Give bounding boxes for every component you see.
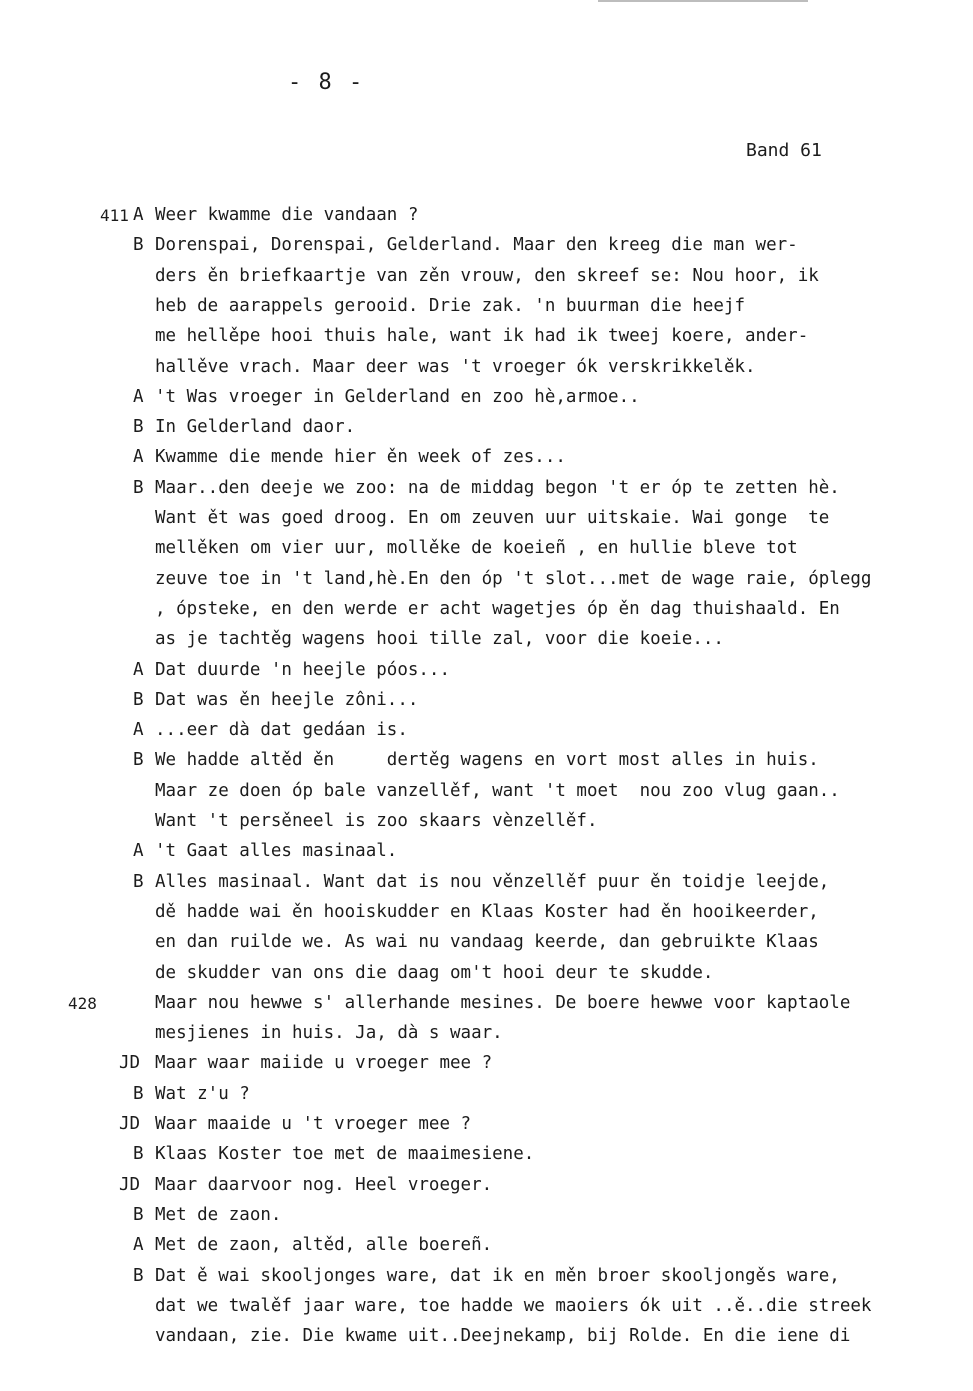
speaker-label: B — [133, 1204, 144, 1225]
band-label: Band 61 — [746, 140, 822, 161]
transcript-line: In Gelderland daor. — [155, 417, 356, 438]
margin-number: 428 — [68, 993, 97, 1013]
transcript-line: Wat z'u ? — [155, 1083, 250, 1104]
speaker-label: JD — [119, 1053, 141, 1074]
transcript-line: dě hadde wai ěn hooiskudder en Klaas Koster had ěn hooikeerder, — [155, 901, 819, 922]
transcript-line: as je tachtěg wagens hooi tille zal, voor die koeie... — [155, 629, 724, 650]
speaker-label: B — [133, 417, 144, 438]
speaker-label: A — [133, 205, 144, 225]
speaker-label: B — [133, 689, 144, 710]
transcript-line: Kwamme die mende hier ěn week of zes... — [155, 447, 566, 468]
transcript-line: Dat duurde 'n heejle póos... — [155, 659, 451, 680]
transcript-line: Maar..den deeje we zoo: na de middag begon 't er óp te zetten hè. — [155, 477, 840, 498]
speaker-label: A — [133, 1235, 144, 1256]
speaker-label: A — [133, 447, 144, 468]
page-number: - 8 - — [288, 70, 365, 95]
transcript-line: mesjienes in huis. Ja, dà s waar. — [155, 1023, 503, 1044]
transcript-line: ...eer dà dat gedáan is. — [155, 720, 408, 741]
transcript-line: , ópsteke, en den werde er acht wagetjes óp ěn dag thuishaald. En — [155, 598, 840, 619]
speaker-label: JD — [119, 1114, 141, 1134]
transcript-line: Dat was ěn heejle zôni... — [155, 689, 419, 710]
speaker-label: JD — [119, 1174, 141, 1195]
transcript-line: Met de zaon. — [155, 1204, 282, 1225]
transcript-line: Maar nou hewwe s' allerhande mesines. De boere hewwe voor kaptaole — [155, 992, 851, 1013]
transcript-line: en dan ruilde we. As wai nu vandaag keerde, dan gebruikte Klaas — [155, 932, 819, 953]
transcript-line: Maar ze doen óp bale vanzellěf, want 't moet nou zoo vlug gaan.. — [155, 780, 840, 801]
transcript-line: vandaan, zie. Die kwame uit..Deejnekamp, bij Rolde. En die iene di — [155, 1326, 851, 1347]
transcript-line: me hellěpe hooi thuis hale, want ik had ik tweej koere, ander- — [155, 326, 809, 347]
speaker-label: A — [133, 720, 144, 741]
transcript-line: Klaas Koster toe met de maaimesiene. — [155, 1144, 535, 1165]
speaker-label: B — [133, 750, 144, 771]
transcript-line: Dat ě wai skooljonges ware, dat ik en měn broer skooljongěs ware, — [155, 1265, 840, 1286]
speaker-label: B — [133, 1144, 144, 1165]
transcript-line: ders ěn briefkaartje van zěn vrouw, den skreef se: Nou hoor, ik — [155, 265, 819, 286]
transcript-line: de skudder van ons die daag om't hooi deur te skudde. — [155, 962, 714, 983]
transcript-line: 't Gaat alles masinaal. — [155, 841, 398, 862]
transcript-line: Want 't persěneel is zoo skaars vènzellěf. — [155, 811, 598, 831]
transcript-line: Dorenspai, Dorenspai, Gelderland. Maar den kreeg die man wer- — [155, 235, 798, 256]
transcript-line: Waar maaide u 't vroeger mee ? — [155, 1114, 472, 1134]
transcript-line: Alles masinaal. Want dat is nou věnzellěf puur ěn toidje leejde, — [155, 871, 830, 892]
transcript-line: hallěve vrach. Maar deer was 't vroeger ók verskrikkelěk. — [155, 356, 756, 377]
transcript-line: zeuve toe in 't land,hè.En den óp 't slot...met de wage raie, óplegg — [155, 568, 872, 589]
speaker-label: A — [133, 659, 144, 680]
speaker-label: A — [133, 386, 144, 407]
transcript-line: Met de zaon, altěd, alle boereñ. — [155, 1235, 493, 1256]
speaker-label: B — [133, 477, 144, 498]
transcript-line: heb de aarappels gerooid. Drie zak. 'n buurman die heejf — [155, 295, 746, 316]
speaker-label: B — [133, 1083, 144, 1104]
transcript-line: dat we twalěf jaar ware, toe hadde we maoiers ók uit ..ě..die streek — [155, 1295, 872, 1316]
speaker-label: B — [133, 235, 144, 256]
speaker-label: B — [133, 1265, 144, 1286]
transcript-line: Weer kwamme die vandaan ? — [155, 205, 419, 225]
transcript-line: mellěken om vier uur, mollěke de koeieñ , en hullie bleve tot — [155, 538, 798, 559]
margin-number: 411 — [100, 206, 129, 225]
transcript-line: Want ět was goed droog. En om zeuven uur uitskaie. Wai gonge te — [155, 508, 830, 528]
transcript-line: 't Was vroeger in Gelderland en zoo hè,armoe.. — [155, 386, 640, 407]
transcript-line: We hadde altěd ěn dertěg wagens en vort most alles in huis. — [155, 750, 819, 771]
speaker-label: A — [133, 841, 144, 862]
transcript-line: Maar daarvoor nog. Heel vroeger. — [155, 1174, 493, 1195]
transcript-line: Maar waar maiide u vroeger mee ? — [155, 1053, 493, 1074]
speaker-label: B — [133, 871, 144, 892]
